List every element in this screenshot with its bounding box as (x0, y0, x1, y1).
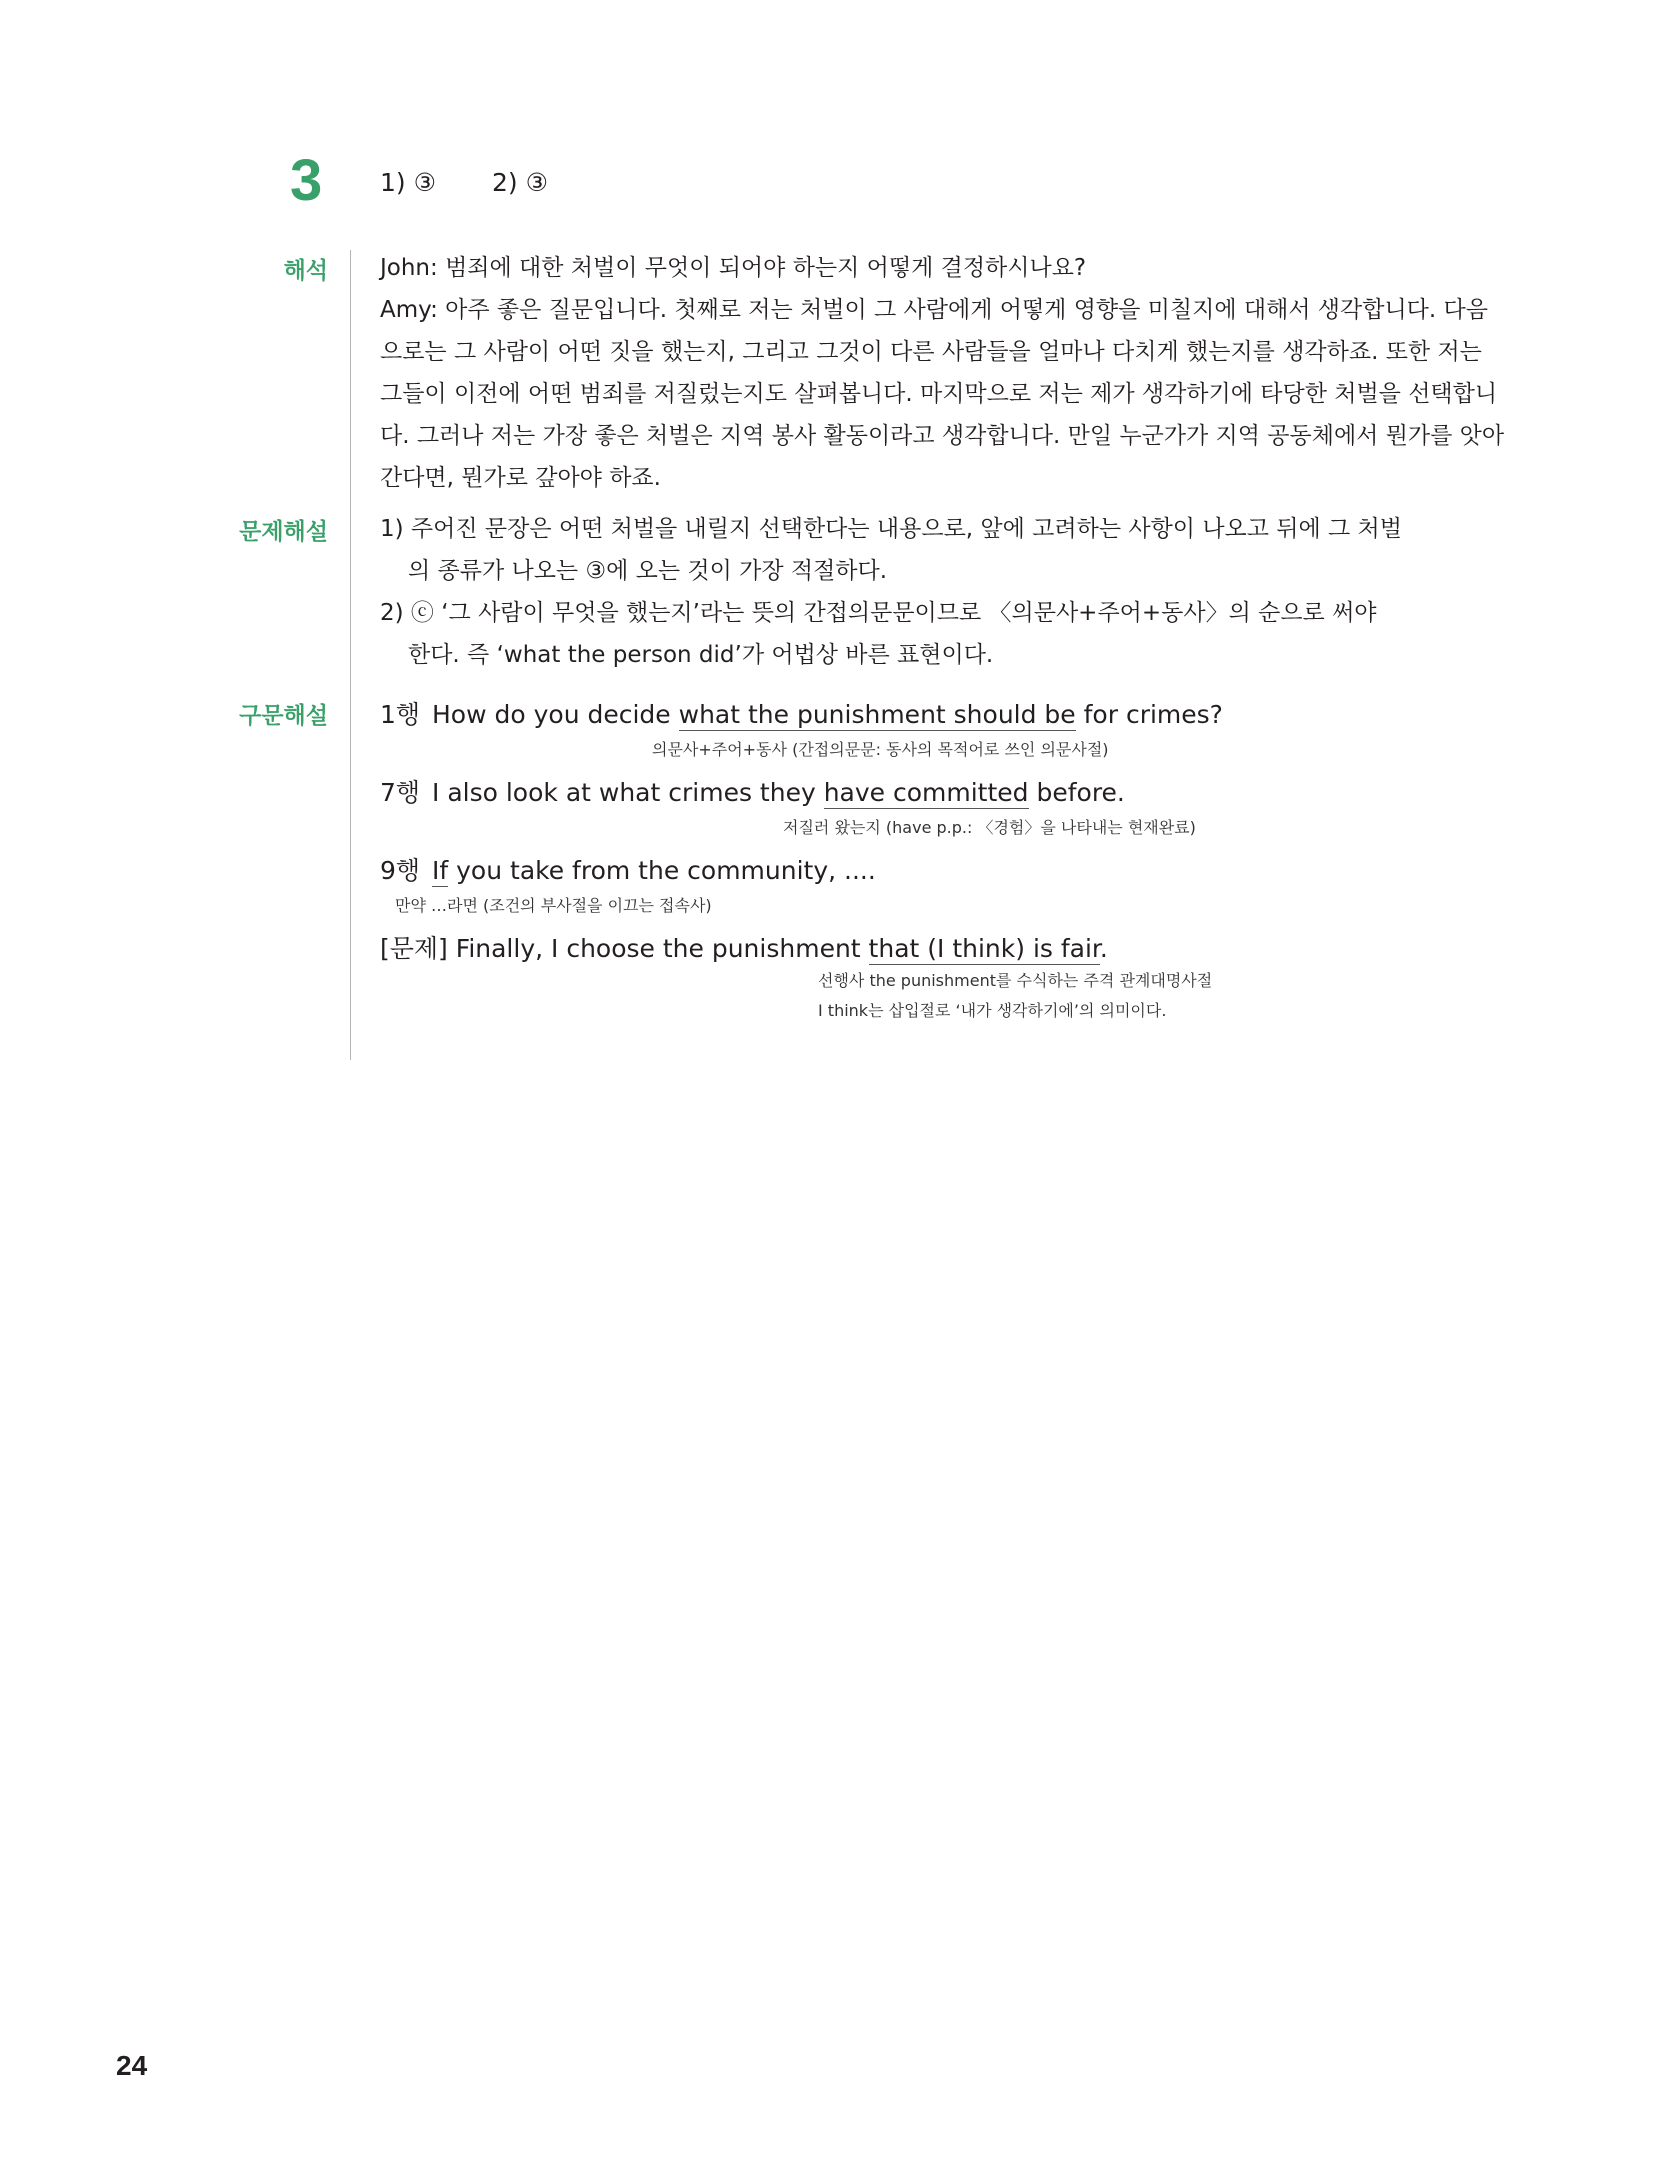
underlined-phrase: If (432, 856, 449, 885)
page-number: 24 (116, 2050, 148, 2081)
translation-line: Amy: 아주 좋은 질문입니다. 첫째로 저는 처벌이 그 사람에게 어떻게 영향을 미칠지에 대해서 생각합니다. 다음 (380, 297, 1488, 323)
translation-line: John: 범죄에 대한 처벌이 무엇이 되어야 하는지 어떻게 결정하시나요? (380, 255, 1087, 281)
section-divider-line (350, 250, 351, 1060)
grammar-note: 만약 …라면 (조건의 부사절을 이끄는 접속사) (395, 896, 712, 915)
translation-text (380, 247, 1505, 499)
problem-item: 1) 주어진 문장은 어떤 처벌을 내릴지 선택한다는 내용으로, 앞에 고려하는 사항이 나오고 뒤에 그 처벌의 종류가 나오는 ③에 오는 것이 가장 적절하다. (380, 516, 1402, 584)
sentence-text: . (1099, 934, 1108, 963)
grammar-entry (380, 851, 1402, 887)
grammar-note-line: 선행사 the punishment를 수식하는 주격 관계대명사절 (818, 971, 1213, 990)
line-number: [문제] (380, 934, 448, 963)
line-number: 9행 (380, 856, 421, 885)
sentence-text: you take from the community, .... (448, 856, 876, 885)
grammar-note (818, 966, 1212, 1026)
sentence-text: How do you decide (432, 700, 679, 729)
grammar-note: 저질러 왔는지 (have p.p.: 〈경험〉을 나타내는 현재완료) (783, 818, 1196, 837)
grammar-entry (380, 773, 1402, 809)
answer-1: 1) ③ (380, 168, 437, 197)
translation-line: 으로는 그 사람이 어떤 짓을 했는지, 그리고 그것이 다른 사람들을 얼마나 다치게 했는지를 생각하죠. 또한 저는 (380, 339, 1482, 365)
question-number: 3 (290, 148, 323, 213)
underlined-phrase: what the punishment should be (678, 700, 1076, 729)
problem-explanation-label: 문제해설 (239, 519, 328, 545)
translation-line: 다. 그러나 저는 가장 좋은 처벌은 지역 봉사 활동이라고 생각합니다. 만일 누군가가 지역 공동체에서 뭔가를 앗아 (380, 423, 1505, 449)
grammar-note: 의문사+주어+동사 (간접의문문: 동사의 목적어로 쓰인 의문사절) (652, 740, 1109, 759)
answer-2: 2) ③ (491, 168, 549, 197)
problem-item: 2) ⓒ ‘그 사람이 무엇을 했는지’라는 뜻의 간접의문문이므로 〈의문사+주어+동사〉의 순으로 써야 한다. 즉 ‘what the person did’가 어법상 바른 표현이다. (380, 600, 1377, 668)
grammar-explanation-label: 구문해설 (239, 703, 328, 729)
underlined-phrase: that (I think) is fair (868, 934, 1100, 963)
line-number: 1행 (380, 700, 421, 729)
sentence-text: Finally, I choose the punishment (447, 934, 869, 963)
grammar-entry (380, 695, 1402, 731)
translation-line: 그들이 이전에 어떤 범죄를 저질렀는지도 살펴봅니다. 마지막으로 저는 제가 생각하기에 타당한 처벌을 선택합니 (380, 381, 1498, 407)
problem-explanation-text (380, 508, 1402, 676)
sentence-text: for crimes? (1075, 700, 1223, 729)
translation-label: 해석 (283, 258, 328, 284)
sentence-text: I also look at what crimes they (432, 778, 824, 807)
answer-key (380, 168, 596, 198)
grammar-entry (380, 929, 1402, 965)
underlined-phrase: have committed (823, 778, 1029, 807)
translation-line: 간다면, 뭔가로 갚아야 하죠. (380, 465, 661, 491)
sentence-text: before. (1028, 778, 1125, 807)
grammar-note-line: I think는 삽입절로 ‘내가 생각하기에’의 의미이다. (818, 1001, 1167, 1020)
line-number: 7행 (380, 778, 421, 807)
